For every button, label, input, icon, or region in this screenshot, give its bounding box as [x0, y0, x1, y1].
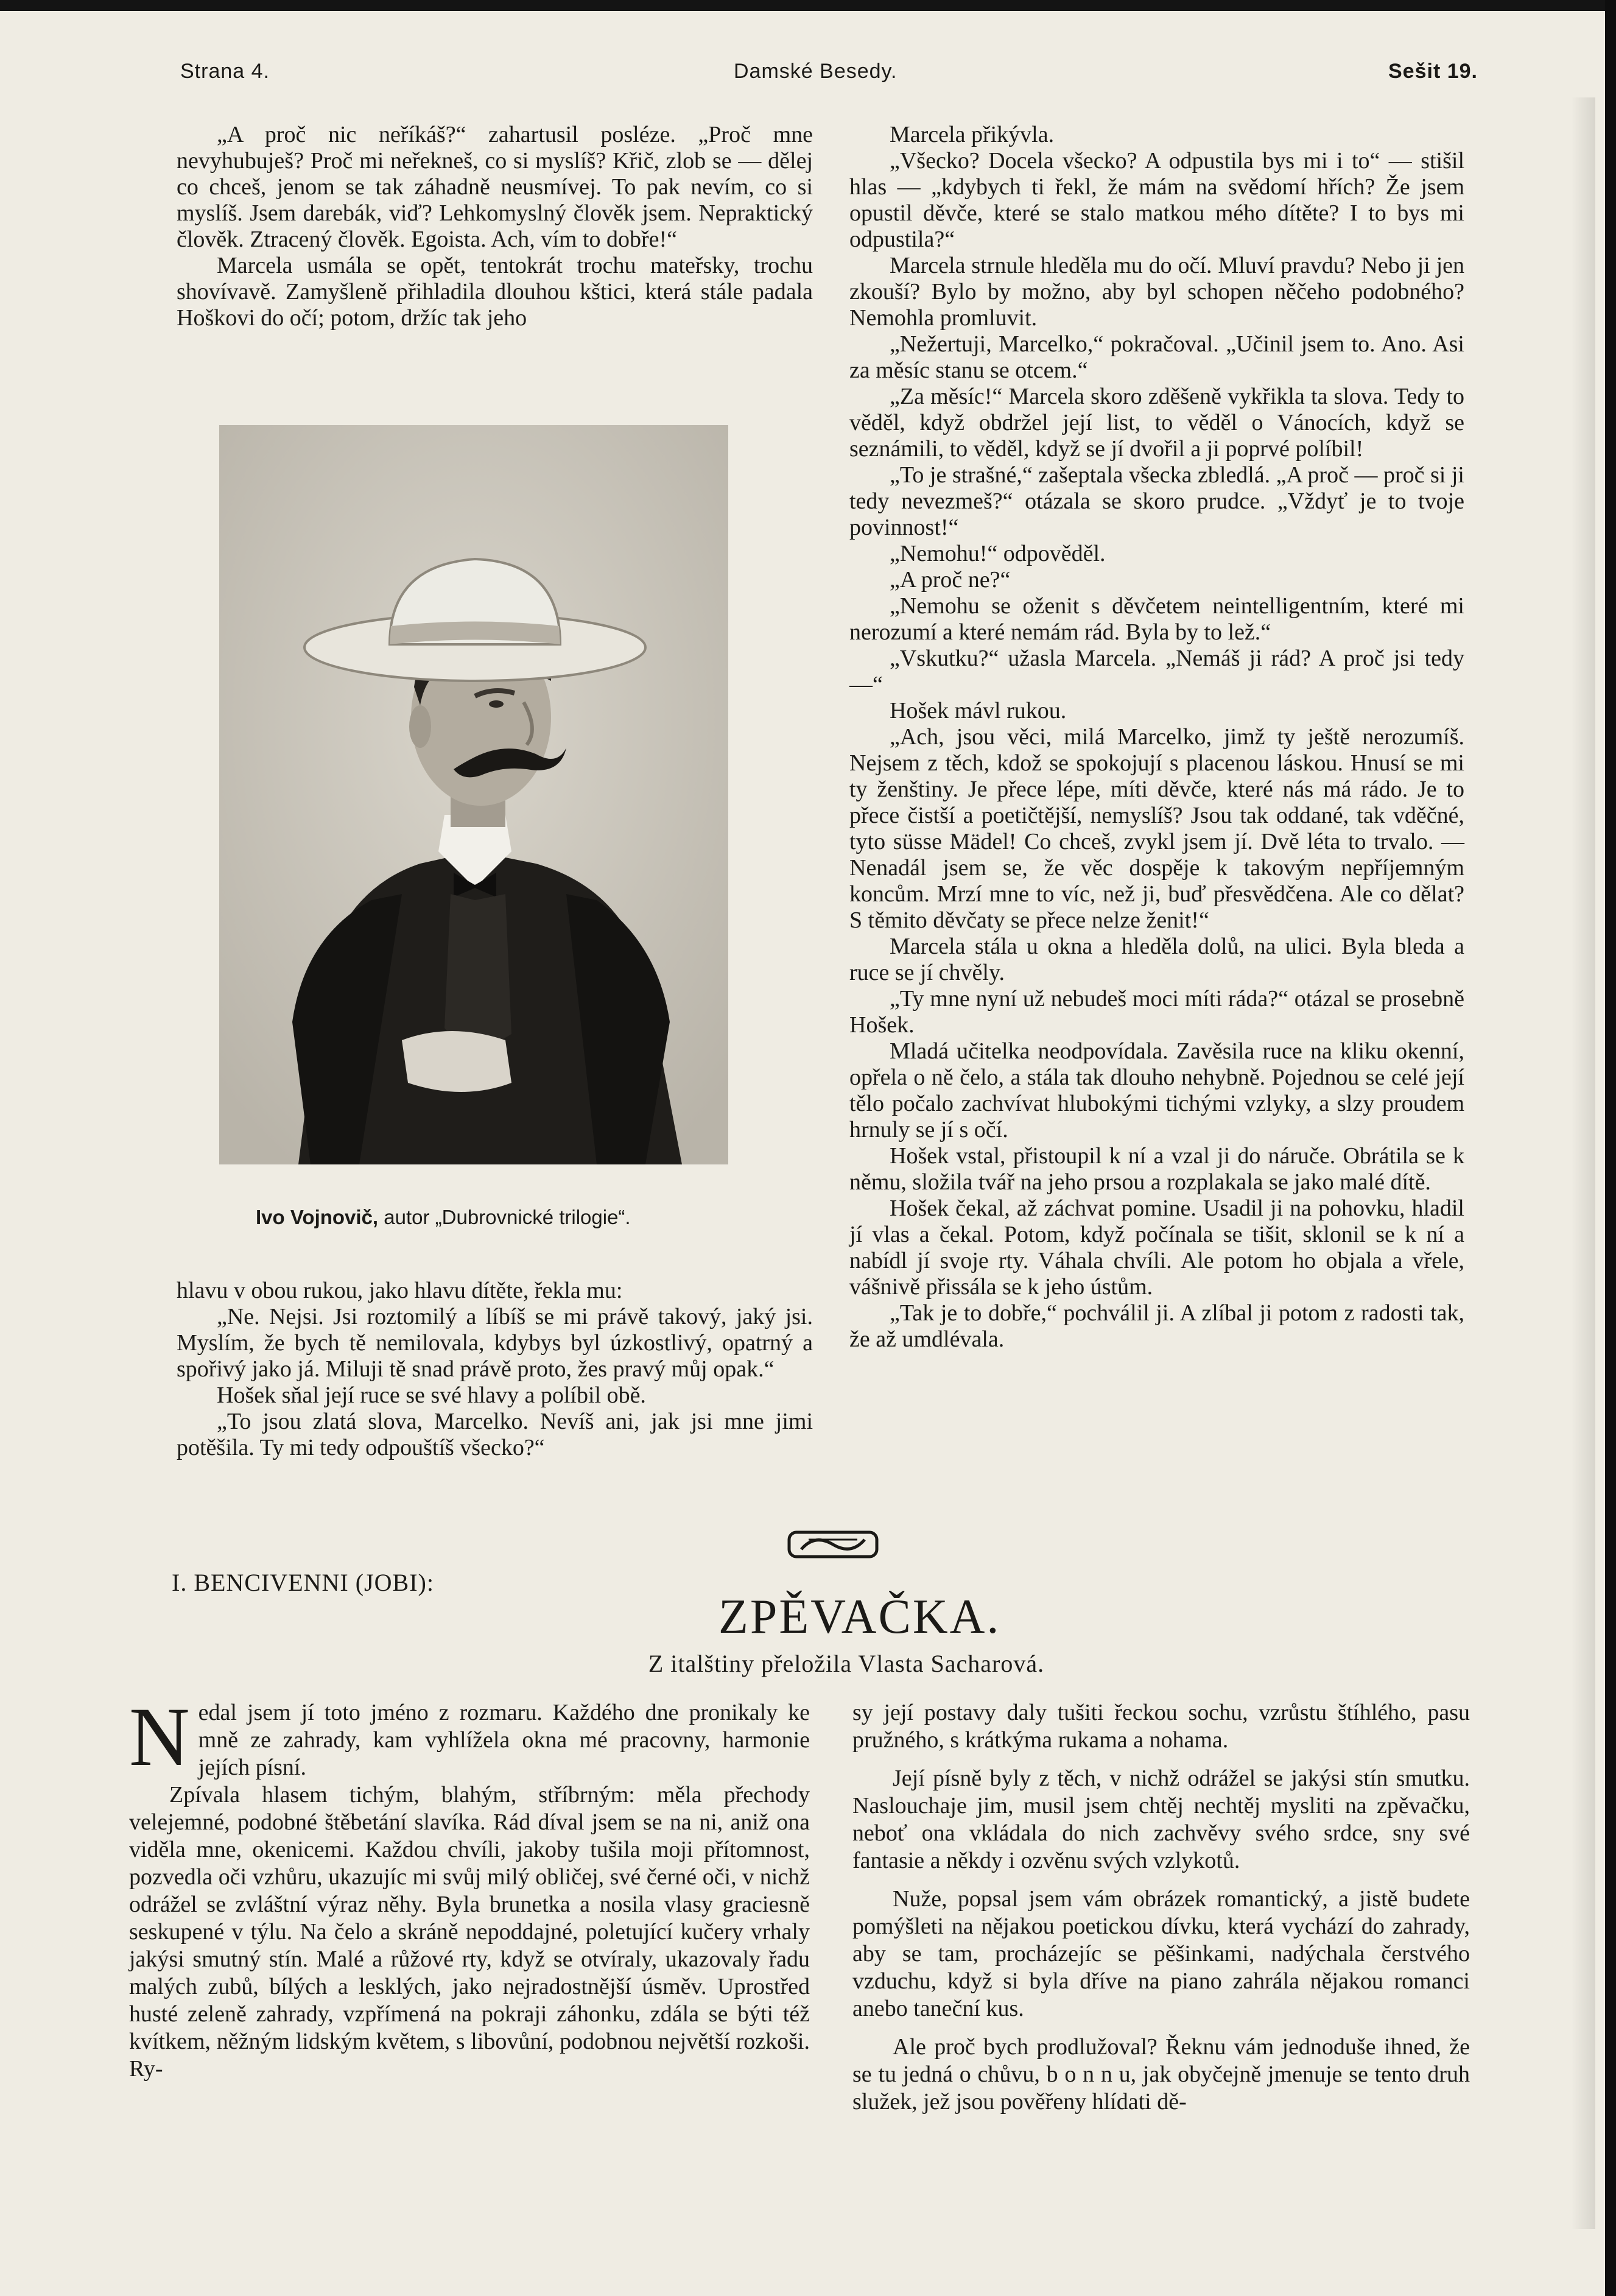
story2-left-column [129, 1690, 810, 2083]
paragraph: Marcela strnule hleděla mu do očí. Mluví pravdu? Nebo ji jen zkouší? Bylo by možno, aby byl schopen něčeho podobného? Nemohla promluvit. [849, 253, 1464, 331]
paragraph: Marcela přikývla. [890, 122, 1055, 147]
caption-name: Ivo Vojnovič, [256, 1206, 379, 1228]
paragraph: Hošek sňal její ruce se své hlavy a políbil obě. [217, 1382, 646, 1408]
paragraph: Ale proč bych prodlužoval? Řeknu vám jednoduše ihned, že se tu jedná o chůvu, b o n n u, jak obyčejně jmenuje se tento druh služek, jež jsou pověřeny hlídati dě- [852, 2034, 1470, 2115]
paragraph: Hošek mávl rukou. [890, 698, 1067, 724]
story2-title: ZPĚVAČKA. [718, 1590, 1001, 1644]
paragraph: „Nemohu se oženit s děvčetem neintelligentním, které mi nerozumí a které nemám rád. Byla by to lež.“ [849, 593, 1464, 645]
page-gutter-shadow [1571, 97, 1595, 2229]
paragraph: „Všecko? Docela všecko? A odpustila bys mi i to“ — stišil hlas — „kdybych ti řekl, že mám na svědomí hřích? Že jsem opustil děvče, které se stalo matkou mého dítěte? I to bys mi odpustila?“ [849, 148, 1464, 252]
story2-right-column [852, 1699, 1470, 2127]
caption-text: autor „Dubrovnické trilogie“. [378, 1206, 631, 1228]
paragraph: „Tak je to dobře,“ pochválil ji. A zlíbal ji potom z radosti tak, že až umdlévala. [849, 1300, 1464, 1352]
portrait-photo [219, 425, 728, 1164]
paragraph: hlavu v obou rukou, jako hlavu dítěte, řekla mu: [177, 1278, 623, 1303]
paragraph [129, 1690, 810, 1783]
paragraph: „To je strašné,“ zašeptala všecka zbledlá. „A proč — proč si ji tedy nevezmeš?“ otázala se skoro prudce. „Vždyť je to tvoje povinnost!“ [849, 462, 1464, 540]
paragraph: Mladá učitelka neodpovídala. Zavěsila ruce na kliku okenní, opřela o ně čelo, a stála tak dlouho nehybně. Pojednou se celé její tělo počalo zachvívat hlubokými tichými vzlyky, a slzy proudem hrnuly se jí s očí. [849, 1038, 1464, 1143]
story2-translator: Z italštiny přeložila Vlasta Sacharová. [648, 1650, 1045, 1677]
story1-right-column [849, 122, 1464, 1353]
paragraph: sy její postavy daly tušiti řeckou sochu, vzrůstu štíhlého, pasu pružného, s krátkýma rukama a nohama. [852, 1700, 1470, 1753]
paragraph: Zpívala hlasem tichým, blahým, stříbrným: měla přechody velejemné, podobné štěbetání slavíka. Rád díval jsem se na ni, aniž ona viděla mne, okenicemi. Každou chvíli, jakoby tušila moji přítomnost, pozvedla oči vzhůru, ukazujíc mi svůj milý obličej, své černé oči, v nichž odrážel se zvláštní výraz něhy. Byla brunetka a nosila vlasy graciesně seskupené v týlu. Na čelo a skráně nepoddajné, poletující kučery vrhaly jakýsi smutný stín. Malé a růžové rty, když se otvíraly, ukazovaly řadu malých zubů, bílých a lesklých, jako nejradostnější úsměv. Uprostřed husté zeleně zahrady, vzpřímená na pokraji záhonku, zdála se býti též kvítkem, něžným lidským květem, s libovůní, podobnou největší rozkoši. Ry- [129, 1782, 810, 2082]
page-number: Strana 4. [180, 60, 270, 83]
paragraph: Nuže, popsal jsem vám obrázek romantický, a jistě budete pomýšleti na nějakou poetickou dívku, která vychází do zahrady, aby se tam, procházejíc se pěšinkami, nadýchala čerstvého vzduchu, když si byla dříve na piano zahrála nějakou romanci anebo taneční kus. [852, 1886, 1470, 2021]
paragraph: Marcela usmála se opět, tentokrát trochu mateřsky, trochu shovívavě. Zamyšleně přihladila dlouhou kštici, která stále padala Hoškovi do očí; potom, držíc tak jeho [177, 253, 813, 331]
paragraph: Hošek vstal, přistoupil k ní a vzal ji do náruče. Obrátila se k němu, složila tvář na jeho prsou a rozplakala se jako malé dítě. [849, 1143, 1464, 1195]
photo-caption [256, 1206, 804, 1229]
paragraph: „A proč ne?“ [890, 567, 1011, 593]
paragraph: „Nežertuji, Marcelko,“ pokračoval. „Učinil jsem to. Ano. Asi za měsíc stanu se otcem.“ [849, 331, 1464, 383]
decorative-scroll-icon [784, 1526, 882, 1563]
paragraph-text: edal jsem jí toto jméno z rozmaru. Každého dne pronikaly ke mně ze zahrady, kam vyhlížela okna mé pracovny, harmonie jejích písní. [198, 1700, 810, 1780]
paragraph: Marcela stála u okna a hleděla dolů, na ulici. Byla bleda a ruce se jí chvěly. [849, 934, 1464, 985]
drop-cap: N [129, 1690, 190, 1783]
paragraph: „To jsou zlatá slova, Marcelko. Nevíš ani, jak jsi mne jimi potěšila. Ty mi tedy odpouštíš všecko?“ [177, 1409, 813, 1460]
story1-left-mid-column [177, 1278, 813, 1461]
portrait-photo-icon [219, 425, 728, 1164]
paragraph: Její písně byly z těch, v nichž odrážel se jakýsi stín smutku. Naslouchaje jim, musil jsem chtěj nechtěj mysliti na zpěvačku, neboť ona vkládala do nich zachvěvy svého srdce, sny své fantasie a někdy i ozvěnu svých vzlykotů. [852, 1766, 1470, 1873]
paragraph: „Ne. Nejsi. Jsi roztomilý a líbíš se mi právě takový, jaký jsi. Myslím, že bych tě nemilovala, kdybys byl úzkostlivý, opatrný a spořivý jako já. Miluji tě snad právě proto, žes pravý můj opak.“ [177, 1304, 813, 1382]
paragraph: „Ach, jsou věci, milá Marcelko, jimž ty ještě nerozumíš. Nejsem z těch, kdož se spokojují s placenou láskou. Hnusí se mi ty ženštiny. Je přece lépe, míti děvče, které nás má rádo. Je to přece čistší a poetičtější, nemyslíš? Jsou tak oddané, tak vděčné, tyto süsse Mädel! Co chceš, zvykl jsem jí. Dvě léta to trvalo. — Nenadál jsem se, že věc dospěje k takovým nepříjemným koncům. Mrzí mne to víc, než ji, buď přesvědčena. Ale co dělat? S těmito děvčaty se přece nelze ženit!“ [849, 724, 1464, 933]
paragraph: „A proč nic neříkáš?“ zahartusil posléze. „Proč mne nevyhubuješ? Proč mi neřekneš, co si myslíš? Křič, zlob se — dělej co chceš, jenom se tak záhadně neusmívej. To pak nevím, co si myslíš. Jsem darebák, viď? Lehkomyslný člověk jsem. Nepraktický člověk. Ztracený člověk. Egoista. Ach, vím to dobře!“ [177, 122, 813, 252]
magazine-title: Damské Besedy. [734, 60, 898, 83]
paragraph: „Ty mne nyní už nebudeš moci míti ráda?“ otázal se prosebně Hošek. [849, 986, 1464, 1038]
story2-author: I. BENCIVENNI (JOBI): [172, 1569, 434, 1596]
scan-top-edge [0, 0, 1616, 11]
paragraph: „Vskutku?“ užasla Marcela. „Nemáš ji rád? A proč jsi tedy —“ [849, 646, 1464, 697]
story1-left-top-column [177, 122, 813, 331]
paragraph: „Za měsíc!“ Marcela skoro zděšeně vykřikla ta slova. Tedy to věděl, když obdržel její list, to věděl o Vánocích, když se seznámili, to věděl, když se jí dvořil a ji poprvé políbil! [849, 384, 1464, 462]
issue-number: Sešit 19. [1388, 60, 1478, 83]
scan-right-edge [1605, 0, 1616, 2296]
paragraph: „Nemohu!“ odpověděl. [890, 541, 1106, 566]
paragraph: Hošek čekal, až záchvat pomine. Usadil ji na pohovku, hladil jí vlas a čekal. Potom, když počínala se tišit, sklonil se k ní a nabídl jí svoje rty. Váhala chvíli. Ale potom ho objala a vřele, vášnivě přissála se k jeho ústům. [849, 1196, 1464, 1300]
